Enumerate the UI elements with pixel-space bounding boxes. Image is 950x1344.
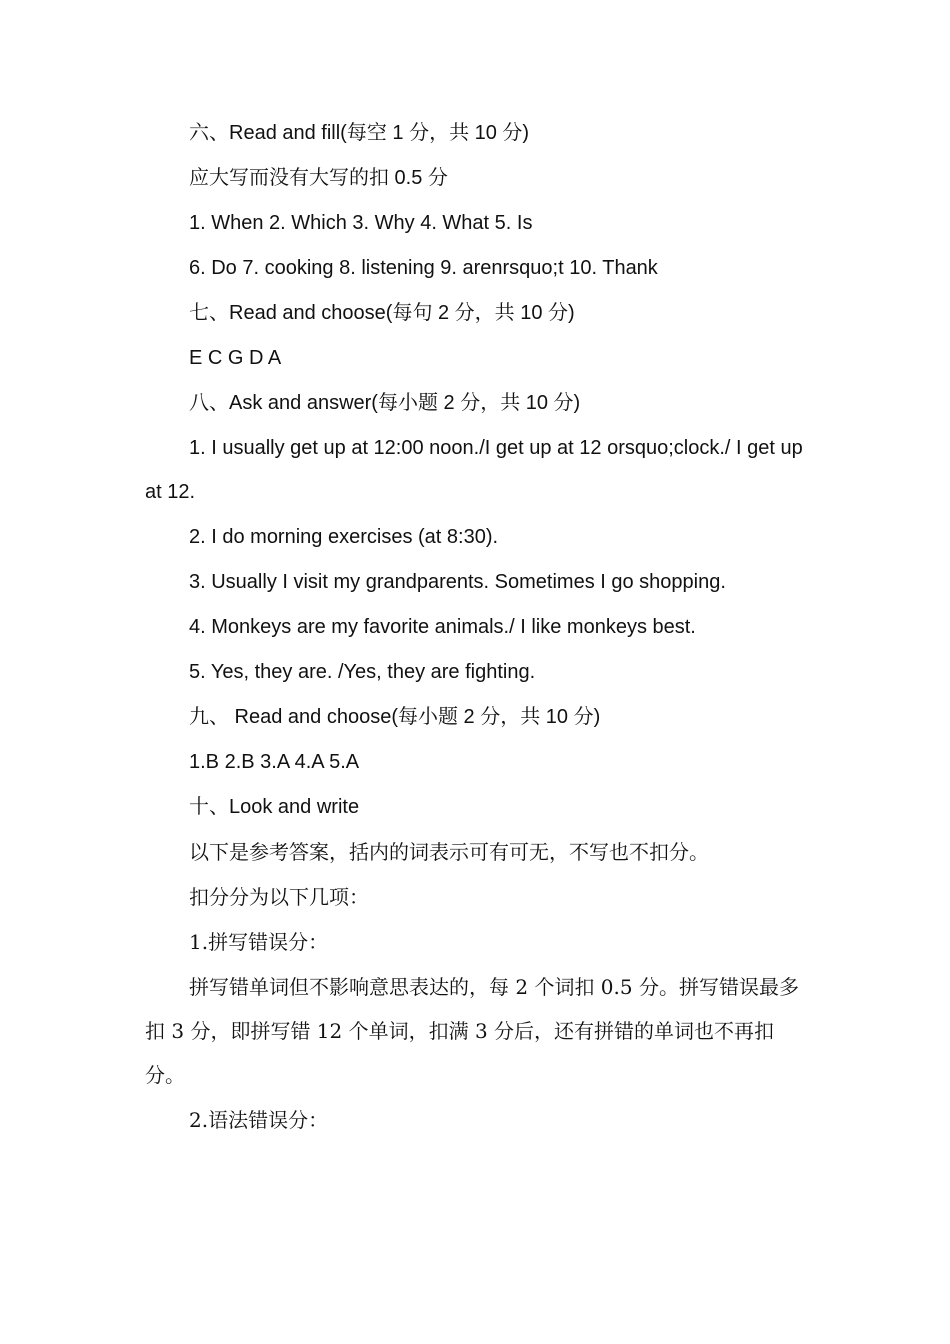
spelling-error-heading: 1.拼写错误分： [189,930,329,954]
answer-eight-1: 1. I usually get up at 12:00 noon./I get up at 12 orsquo;clock./ I get up at 12. [145,437,803,503]
answer-eight-2: 2. I do morning exercises (at 8:30). [189,526,499,548]
section-seven-heading: 七、Read and choose(每句 2 分，共 10 分) [189,302,575,324]
answers-nine: 1.B 2.B 3.A 4.A 5.A [189,751,360,773]
answer-eight-4: 4. Monkeys are my favorite animals./ I like monkeys best. [189,616,696,638]
grammar-error-heading: 2.语法错误分： [189,1108,329,1132]
answers-six-line-2: 6. Do 7. cooking 8. listening 9. arenrsquo;t 10. Thank [189,257,658,279]
capitalization-note: 应大写而没有大写的扣 0.5 分 [189,167,448,189]
section-ten-heading: 十、Look and write [189,796,360,818]
section-nine-heading: 九、 Read and choose(每小题 2 分，共 10 分) [189,706,601,728]
answer-eight-5: 5. Yes, they are. /Yes, they are fighting. [189,661,536,683]
section-six-heading: 六、Read and fill(每空 1 分，共 10 分) [189,122,530,144]
answer-eight-3: 3. Usually I visit my grandparents. Sometimes I go shopping. [189,571,726,593]
spelling-error-rule: 拼写错单词但不影响意思表达的，每 2 个词扣 0.5 分。拼写错误最多扣 3 分，即拼写错 12 个单词，扣满 3 分后，还有拼错的单词也不再扣分。 [145,975,799,1087]
answers-six-line-1: 1. When 2. Which 3. Why 4. What 5. Is [189,212,533,234]
answers-seven: E C G D A [189,347,282,369]
deduction-intro: 扣分分为以下几项： [189,885,369,909]
section-eight-heading: 八、Ask and answer(每小题 2 分，共 10 分) [189,392,581,414]
reference-answer-note: 以下是参考答案，括内的词表示可有可无，不写也不扣分。 [189,840,709,864]
document-body [145,118,807,1150]
